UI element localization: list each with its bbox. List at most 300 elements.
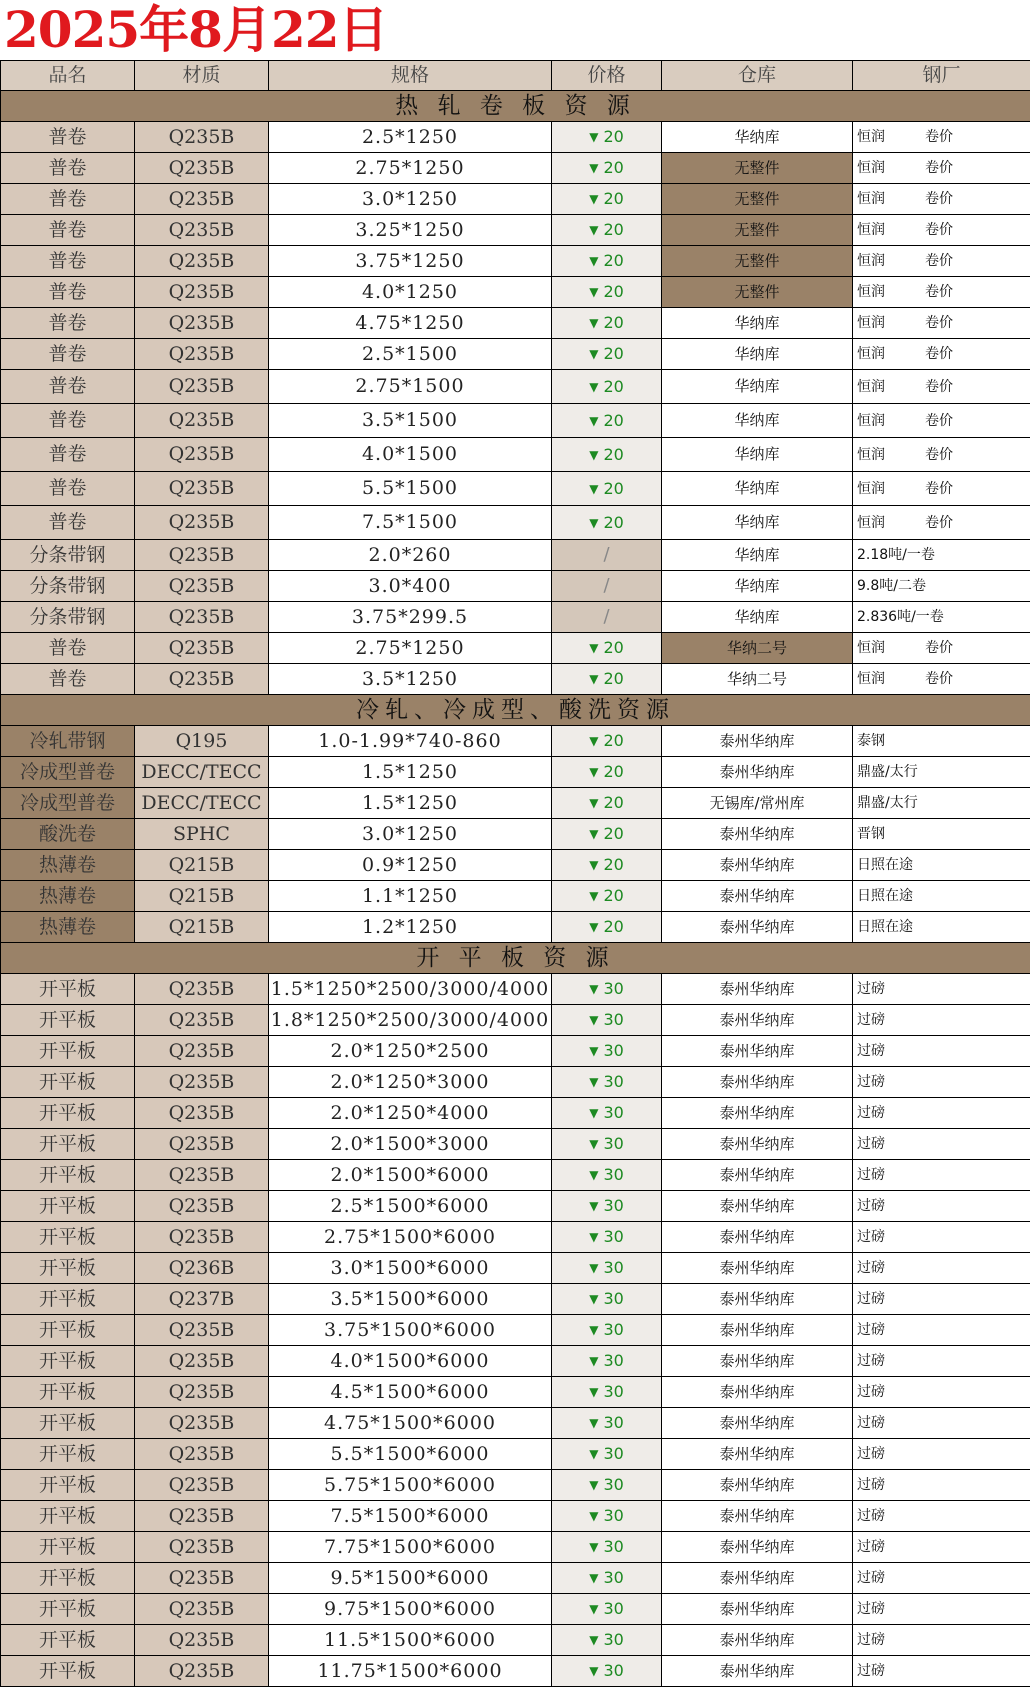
- table-row: [1, 788, 1030, 819]
- product-name-cell: 酸洗卷: [1, 819, 135, 850]
- table-row: [1, 1439, 1030, 1470]
- table-row: [1, 1129, 1030, 1160]
- warehouse-cell: 泰州华纳库: [662, 1563, 853, 1594]
- spec-cell: 1.5*1250*2500/3000/4000: [269, 974, 552, 1005]
- mill-name: 过磅: [857, 1105, 885, 1121]
- price-cell: [552, 370, 662, 404]
- material-cell: DECC/TECC: [135, 757, 269, 788]
- price-cell: [552, 1253, 662, 1284]
- warehouse-cell: 华纳库: [662, 602, 853, 633]
- product-name-cell: 冷轧带钢: [1, 726, 135, 757]
- header-name: 品名: [1, 61, 135, 91]
- price-value: 30: [603, 1506, 624, 1525]
- mill-cell: [853, 370, 1030, 404]
- mill-cell: [853, 974, 1030, 1005]
- price-value: 20: [603, 824, 624, 843]
- mill-note: 卷价: [925, 284, 953, 300]
- material-cell: Q235B: [135, 215, 269, 246]
- price-value: 30: [603, 1537, 624, 1556]
- header-price: 价格: [552, 61, 662, 91]
- material-cell: Q235B: [135, 1470, 269, 1501]
- mill-cell: [853, 633, 1030, 664]
- mill-name: 过磅: [857, 1260, 885, 1276]
- price-value: /: [603, 606, 610, 627]
- table-row: [1, 757, 1030, 788]
- warehouse-cell: 泰州华纳库: [662, 1439, 853, 1470]
- price-value: 30: [603, 1227, 624, 1246]
- mill-name: 过磅: [857, 1136, 885, 1152]
- mill-note: 卷价: [925, 412, 953, 429]
- table-row: [1, 1067, 1030, 1098]
- price-cell: [552, 1222, 662, 1253]
- mill-cell: [853, 726, 1030, 757]
- product-name-cell: 开平板: [1, 1129, 135, 1160]
- spec-cell: 3.75*1500*6000: [269, 1315, 552, 1346]
- spec-cell: 1.0-1.99*740-860: [269, 726, 552, 757]
- warehouse-cell: 华纳库: [662, 404, 853, 438]
- mill-name: 过磅: [857, 1632, 885, 1648]
- spec-cell: 1.8*1250*2500/3000/4000: [269, 1005, 552, 1036]
- table-row: [1, 633, 1030, 664]
- section-title: 冷轧、冷成型、酸洗资源: [1, 695, 1030, 726]
- table-row: [1, 1625, 1030, 1656]
- page-title: 2025年8月22日: [4, 0, 388, 59]
- mill-cell: [853, 788, 1030, 819]
- price-value: 20: [603, 282, 624, 301]
- price-cell: [552, 1098, 662, 1129]
- mill-note: 卷价: [925, 446, 953, 463]
- table-row: [1, 1005, 1030, 1036]
- down-triangle-icon: ▼: [589, 447, 599, 462]
- mill-cell: [853, 506, 1030, 540]
- header-material: 材质: [135, 61, 269, 91]
- spec-cell: 11.75*1500*6000: [269, 1656, 552, 1687]
- mill-note: 卷价: [925, 129, 953, 145]
- price-value: 20: [603, 158, 624, 177]
- table-row: [1, 1222, 1030, 1253]
- price-cell: [552, 1346, 662, 1377]
- header-mill: 钢厂: [853, 61, 1030, 91]
- mill-cell: [853, 571, 1030, 602]
- table-row: [1, 1501, 1030, 1532]
- material-cell: Q235B: [135, 404, 269, 438]
- mill-cell: [853, 664, 1030, 695]
- warehouse-cell: 华纳库: [662, 540, 853, 571]
- spec-cell: 3.0*1250: [269, 184, 552, 215]
- price-value: 30: [603, 1661, 624, 1680]
- spec-cell: 1.5*1250: [269, 757, 552, 788]
- price-cell: [552, 819, 662, 850]
- material-cell: Q235B: [135, 1191, 269, 1222]
- mill-name: 过磅: [857, 1198, 885, 1214]
- price-cell: [552, 850, 662, 881]
- down-triangle-icon: ▼: [589, 827, 599, 841]
- product-name-cell: 普卷: [1, 246, 135, 277]
- mill-name: 晋钢: [857, 826, 885, 842]
- product-name-cell: 开平板: [1, 1222, 135, 1253]
- down-triangle-icon: ▼: [589, 1292, 599, 1306]
- product-name-cell: 开平板: [1, 1563, 135, 1594]
- mill-name: 恒润: [857, 671, 885, 687]
- mill-cell: [853, 1315, 1030, 1346]
- mill-cell: [853, 912, 1030, 943]
- price-value: 30: [603, 1103, 624, 1122]
- material-cell: Q235B: [135, 633, 269, 664]
- material-cell: Q235B: [135, 122, 269, 153]
- warehouse-cell: 泰州华纳库: [662, 1253, 853, 1284]
- mill-name: 过磅: [857, 1229, 885, 1245]
- material-cell: Q215B: [135, 912, 269, 943]
- warehouse-cell: 泰州华纳库: [662, 726, 853, 757]
- product-name-cell: 普卷: [1, 633, 135, 664]
- table-row: [1, 153, 1030, 184]
- spec-cell: 2.75*1250: [269, 153, 552, 184]
- price-table-body: [1, 61, 1030, 1687]
- price-value: /: [603, 575, 610, 596]
- mill-name: 恒润: [857, 446, 885, 463]
- mill-name: 过磅: [857, 1353, 885, 1369]
- price-value: 30: [603, 1072, 624, 1091]
- product-name-cell: 冷成型普卷: [1, 788, 135, 819]
- spec-cell: 2.5*1500*6000: [269, 1191, 552, 1222]
- price-cell: [552, 1532, 662, 1563]
- material-cell: Q235B: [135, 1439, 269, 1470]
- warehouse-cell: 泰州华纳库: [662, 1067, 853, 1098]
- mill-name: 过磅: [857, 981, 885, 997]
- table-row: [1, 1315, 1030, 1346]
- price-value: 30: [603, 1041, 624, 1060]
- down-triangle-icon: ▼: [589, 1447, 599, 1461]
- price-value: 20: [603, 886, 624, 905]
- down-triangle-icon: ▼: [589, 1323, 599, 1337]
- mill-name: 过磅: [857, 1508, 885, 1524]
- product-name-cell: 开平板: [1, 1160, 135, 1191]
- warehouse-cell: 无整件: [662, 153, 853, 184]
- warehouse-cell: 无整件: [662, 246, 853, 277]
- table-row: [1, 404, 1030, 438]
- mill-name: 日照在途: [857, 888, 913, 904]
- product-name-cell: 开平板: [1, 1377, 135, 1408]
- table-row: [1, 540, 1030, 571]
- mill-note: 卷价: [925, 346, 953, 362]
- price-cell: [552, 633, 662, 664]
- material-cell: Q235B: [135, 1005, 269, 1036]
- table-row: [1, 184, 1030, 215]
- material-cell: DECC/TECC: [135, 788, 269, 819]
- mill-name: 过磅: [857, 1539, 885, 1555]
- mill-name: 过磅: [857, 1322, 885, 1338]
- mill-cell: [853, 404, 1030, 438]
- price-cell: [552, 339, 662, 370]
- spec-cell: 3.5*1500*6000: [269, 1284, 552, 1315]
- price-cell: [552, 1129, 662, 1160]
- header-row: [1, 61, 1030, 91]
- product-name-cell: 普卷: [1, 308, 135, 339]
- product-name-cell: 冷成型普卷: [1, 757, 135, 788]
- price-value: 30: [603, 1258, 624, 1277]
- mill-cell: [853, 1408, 1030, 1439]
- material-cell: Q236B: [135, 1253, 269, 1284]
- mill-cell: [853, 277, 1030, 308]
- down-triangle-icon: ▼: [589, 1106, 599, 1120]
- price-value: 30: [603, 1320, 624, 1339]
- warehouse-cell: 泰州华纳库: [662, 1005, 853, 1036]
- product-name-cell: 开平板: [1, 1408, 135, 1439]
- table-row: [1, 1191, 1030, 1222]
- price-value: 30: [603, 1289, 624, 1308]
- warehouse-cell: 泰州华纳库: [662, 1160, 853, 1191]
- mill-name: 恒润: [857, 129, 885, 145]
- warehouse-cell: 华纳库: [662, 571, 853, 602]
- mill-cell: [853, 1160, 1030, 1191]
- table-row: [1, 1408, 1030, 1439]
- down-triangle-icon: ▼: [589, 1602, 599, 1616]
- material-cell: Q235B: [135, 664, 269, 695]
- product-name-cell: 热薄卷: [1, 912, 135, 943]
- price-value: 20: [603, 344, 624, 363]
- price-value: 20: [603, 669, 624, 688]
- price-value: 20: [603, 444, 624, 464]
- spec-cell: 5.75*1500*6000: [269, 1470, 552, 1501]
- price-value: 20: [603, 855, 624, 874]
- mill-name: 泰钢: [857, 733, 885, 749]
- warehouse-cell: 泰州华纳库: [662, 1315, 853, 1346]
- material-cell: Q195: [135, 726, 269, 757]
- product-name-cell: 开平板: [1, 1532, 135, 1563]
- down-triangle-icon: ▼: [589, 1633, 599, 1647]
- mill-note: 卷价: [925, 640, 953, 656]
- price-cell: [552, 246, 662, 277]
- mill-cell: [853, 1005, 1030, 1036]
- price-value: 20: [603, 478, 624, 498]
- spec-cell: 1.5*1250: [269, 788, 552, 819]
- material-cell: Q235B: [135, 602, 269, 633]
- spec-cell: 3.5*1250: [269, 664, 552, 695]
- down-triangle-icon: ▼: [589, 316, 599, 330]
- material-cell: Q235B: [135, 370, 269, 404]
- warehouse-cell: 无整件: [662, 184, 853, 215]
- warehouse-cell: 泰州华纳库: [662, 1377, 853, 1408]
- spec-cell: 2.75*1500: [269, 370, 552, 404]
- price-cell: [552, 404, 662, 438]
- price-value: 20: [603, 512, 624, 532]
- warehouse-cell: 泰州华纳库: [662, 1284, 853, 1315]
- down-triangle-icon: ▼: [589, 1137, 599, 1151]
- warehouse-cell: 泰州华纳库: [662, 1098, 853, 1129]
- mill-name: 恒润: [857, 315, 885, 331]
- spec-cell: 2.0*1250*3000: [269, 1067, 552, 1098]
- mill-name: 恒润: [857, 253, 885, 269]
- material-cell: Q235B: [135, 1222, 269, 1253]
- mill-name: 过磅: [857, 1477, 885, 1493]
- table-row: [1, 339, 1030, 370]
- price-value: 30: [603, 1134, 624, 1153]
- price-cell: [552, 1284, 662, 1315]
- price-cell: [552, 1377, 662, 1408]
- spec-cell: 9.5*1500*6000: [269, 1563, 552, 1594]
- header-warehouse: 仓库: [662, 61, 853, 91]
- material-cell: Q235B: [135, 153, 269, 184]
- down-triangle-icon: ▼: [589, 379, 599, 394]
- down-triangle-icon: ▼: [589, 130, 599, 144]
- mill-name: 过磅: [857, 1384, 885, 1400]
- table-row: [1, 1377, 1030, 1408]
- price-cell: [552, 571, 662, 602]
- down-triangle-icon: ▼: [589, 192, 599, 206]
- mill-cell: [853, 850, 1030, 881]
- spec-cell: 9.75*1500*6000: [269, 1594, 552, 1625]
- mill-name: 恒润: [857, 222, 885, 238]
- product-name-cell: 开平板: [1, 1470, 135, 1501]
- warehouse-cell: 泰州华纳库: [662, 1656, 853, 1687]
- table-row: [1, 1470, 1030, 1501]
- warehouse-cell: 泰州华纳库: [662, 974, 853, 1005]
- down-triangle-icon: ▼: [589, 1261, 599, 1275]
- section-title: 热 轧 卷 板 资 源: [1, 91, 1030, 122]
- spec-cell: 4.75*1250: [269, 308, 552, 339]
- table-row: [1, 1594, 1030, 1625]
- product-name-cell: 分条带钢: [1, 602, 135, 633]
- material-cell: SPHC: [135, 819, 269, 850]
- price-value: 30: [603, 1196, 624, 1215]
- mill-name: 恒润: [857, 378, 885, 395]
- mill-name: 过磅: [857, 1601, 885, 1617]
- price-value: 30: [603, 1475, 624, 1494]
- product-name-cell: 普卷: [1, 277, 135, 308]
- mill-cell: [853, 1067, 1030, 1098]
- down-triangle-icon: ▼: [589, 1075, 599, 1089]
- down-triangle-icon: ▼: [589, 858, 599, 872]
- mill-name: 过磅: [857, 1446, 885, 1462]
- warehouse-cell: 泰州华纳库: [662, 850, 853, 881]
- mill-name: 2.18吨/一卷: [857, 547, 935, 563]
- warehouse-cell: 华纳二号: [662, 633, 853, 664]
- table-row: [1, 246, 1030, 277]
- mill-cell: [853, 1439, 1030, 1470]
- mill-name: 过磅: [857, 1415, 885, 1431]
- down-triangle-icon: ▼: [589, 347, 599, 361]
- mill-name: 过磅: [857, 1043, 885, 1059]
- warehouse-cell: 华纳库: [662, 308, 853, 339]
- spec-cell: 11.5*1500*6000: [269, 1625, 552, 1656]
- mill-name: 过磅: [857, 1012, 885, 1028]
- price-cell: [552, 472, 662, 506]
- warehouse-cell: 泰州华纳库: [662, 1594, 853, 1625]
- mill-name: 日照在途: [857, 919, 913, 935]
- price-cell: [552, 1408, 662, 1439]
- material-cell: Q235B: [135, 1563, 269, 1594]
- price-cell: [552, 1656, 662, 1687]
- price-cell: [552, 277, 662, 308]
- price-cell: [552, 438, 662, 472]
- down-triangle-icon: ▼: [589, 1013, 599, 1027]
- down-triangle-icon: ▼: [589, 1168, 599, 1182]
- mill-name: 恒润: [857, 284, 885, 300]
- down-triangle-icon: ▼: [589, 1354, 599, 1368]
- table-row: [1, 1253, 1030, 1284]
- table-row: [1, 506, 1030, 540]
- product-name-cell: 开平板: [1, 1284, 135, 1315]
- price-cell: [552, 602, 662, 633]
- down-triangle-icon: ▼: [589, 982, 599, 996]
- price-cell: [552, 1439, 662, 1470]
- spec-cell: 2.0*1500*3000: [269, 1129, 552, 1160]
- material-cell: Q235B: [135, 472, 269, 506]
- price-cell: [552, 540, 662, 571]
- mill-name: 鼎盛/太行: [857, 795, 918, 811]
- mill-cell: [853, 1129, 1030, 1160]
- price-value: 20: [603, 189, 624, 208]
- price-cell: [552, 788, 662, 819]
- table-row: [1, 602, 1030, 633]
- mill-cell: [853, 215, 1030, 246]
- product-name-cell: 分条带钢: [1, 571, 135, 602]
- price-value: 20: [603, 127, 624, 146]
- material-cell: Q235B: [135, 1129, 269, 1160]
- warehouse-cell: 泰州华纳库: [662, 1191, 853, 1222]
- down-triangle-icon: ▼: [589, 672, 599, 686]
- spec-cell: 4.5*1500*6000: [269, 1377, 552, 1408]
- material-cell: Q235B: [135, 571, 269, 602]
- price-value: 20: [603, 410, 624, 430]
- mill-name: 过磅: [857, 1167, 885, 1183]
- price-cell: [552, 757, 662, 788]
- table-row: [1, 1532, 1030, 1563]
- material-cell: Q235B: [135, 1532, 269, 1563]
- mill-cell: [853, 1346, 1030, 1377]
- down-triangle-icon: ▼: [589, 1230, 599, 1244]
- down-triangle-icon: ▼: [589, 481, 599, 496]
- down-triangle-icon: ▼: [589, 285, 599, 299]
- spec-cell: 1.1*1250: [269, 881, 552, 912]
- product-name-cell: 普卷: [1, 664, 135, 695]
- material-cell: Q235B: [135, 1067, 269, 1098]
- down-triangle-icon: ▼: [589, 1540, 599, 1554]
- warehouse-cell: 泰州华纳库: [662, 1625, 853, 1656]
- product-name-cell: 开平板: [1, 1191, 135, 1222]
- price-cell: [552, 215, 662, 246]
- price-value: 30: [603, 1382, 624, 1401]
- mill-cell: [853, 184, 1030, 215]
- price-value: 30: [603, 1444, 624, 1463]
- price-cell: [552, 1160, 662, 1191]
- price-value: 20: [603, 220, 624, 239]
- material-cell: Q235B: [135, 1036, 269, 1067]
- table-row: [1, 308, 1030, 339]
- warehouse-cell: 无整件: [662, 215, 853, 246]
- mill-cell: [853, 1191, 1030, 1222]
- table-row: [1, 664, 1030, 695]
- down-triangle-icon: ▼: [589, 796, 599, 810]
- mill-cell: [853, 246, 1030, 277]
- mill-cell: [853, 438, 1030, 472]
- price-cell: [552, 726, 662, 757]
- material-cell: Q235B: [135, 277, 269, 308]
- mill-name: 恒润: [857, 346, 885, 362]
- price-value: 30: [603, 1630, 624, 1649]
- spec-cell: 2.75*1500*6000: [269, 1222, 552, 1253]
- table-row: [1, 1284, 1030, 1315]
- table-row: [1, 370, 1030, 404]
- section-header-row: [1, 695, 1030, 726]
- material-cell: Q235B: [135, 438, 269, 472]
- product-name-cell: 热薄卷: [1, 850, 135, 881]
- price-value: 20: [603, 917, 624, 936]
- table-row: [1, 1656, 1030, 1687]
- mill-note: 卷价: [925, 315, 953, 331]
- down-triangle-icon: ▼: [589, 223, 599, 237]
- mill-cell: [853, 339, 1030, 370]
